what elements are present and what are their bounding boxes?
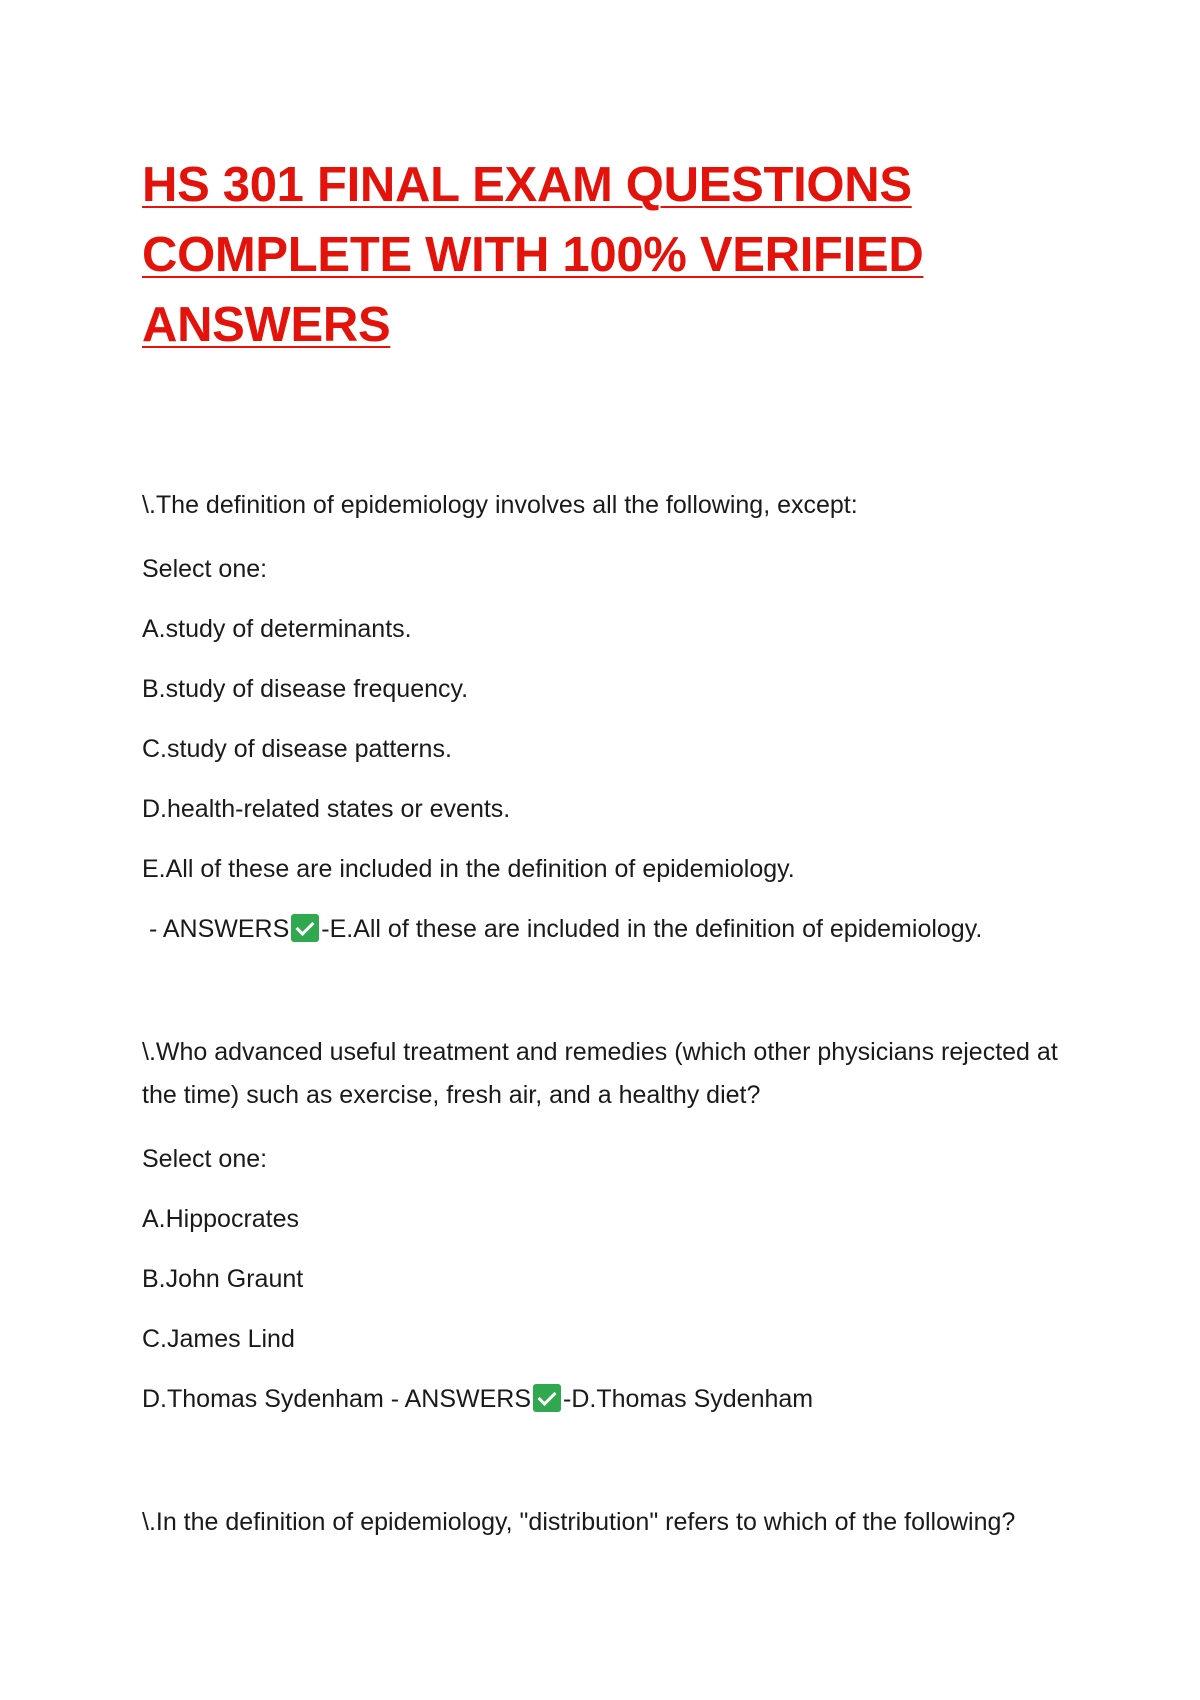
question-list	[142, 484, 1092, 1544]
document-page	[142, 150, 1092, 1568]
option-c: C.James Lind	[142, 1325, 295, 1353]
select-prompt: Select one:	[142, 555, 268, 583]
check-icon	[533, 1384, 561, 1412]
answer-prefix: D.Thomas Sydenham - ANSWERS	[142, 1385, 532, 1413]
question-1	[142, 484, 1092, 947]
answer-line	[142, 911, 1092, 947]
option-c: C.study of disease patterns.	[142, 735, 452, 763]
option-a: A.Hippocrates	[142, 1205, 300, 1233]
option-b: B.John Graunt	[142, 1265, 304, 1293]
check-icon	[291, 914, 319, 942]
title-line: HS 301 FINAL EXAM QUESTIONS	[142, 158, 912, 212]
option-e: E.All of these are included in the definition of epidemiology.	[142, 855, 795, 883]
answer-line	[142, 1381, 1092, 1417]
document-title	[142, 150, 1092, 360]
title-line: COMPLETE WITH 100% VERIFIED	[142, 228, 924, 282]
answer-text: -E.All of these are included in the definition of epidemiology.	[321, 915, 983, 943]
answer-prefix: - ANSWERS	[142, 915, 290, 943]
title-line: ANSWERS	[142, 298, 391, 352]
question-text: \.Who advanced useful treatment and remedies (which other physicians rejected at the time) such as exercise, fresh air, and a healthy diet?	[142, 1038, 1065, 1109]
question-2	[142, 1031, 1092, 1417]
question-text: \.The definition of epidemiology involves all the following, except:	[142, 491, 858, 519]
option-b: B.study of disease frequency.	[142, 675, 469, 703]
question-text: \.In the definition of epidemiology, "distribution" refers to which of the following?	[142, 1508, 1016, 1536]
select-prompt: Select one:	[142, 1145, 268, 1173]
option-a: A.study of determinants.	[142, 615, 412, 643]
option-d: D.health-related states or events.	[142, 795, 511, 823]
answer-text: -D.Thomas Sydenham	[563, 1385, 814, 1413]
question-3	[142, 1501, 1092, 1544]
